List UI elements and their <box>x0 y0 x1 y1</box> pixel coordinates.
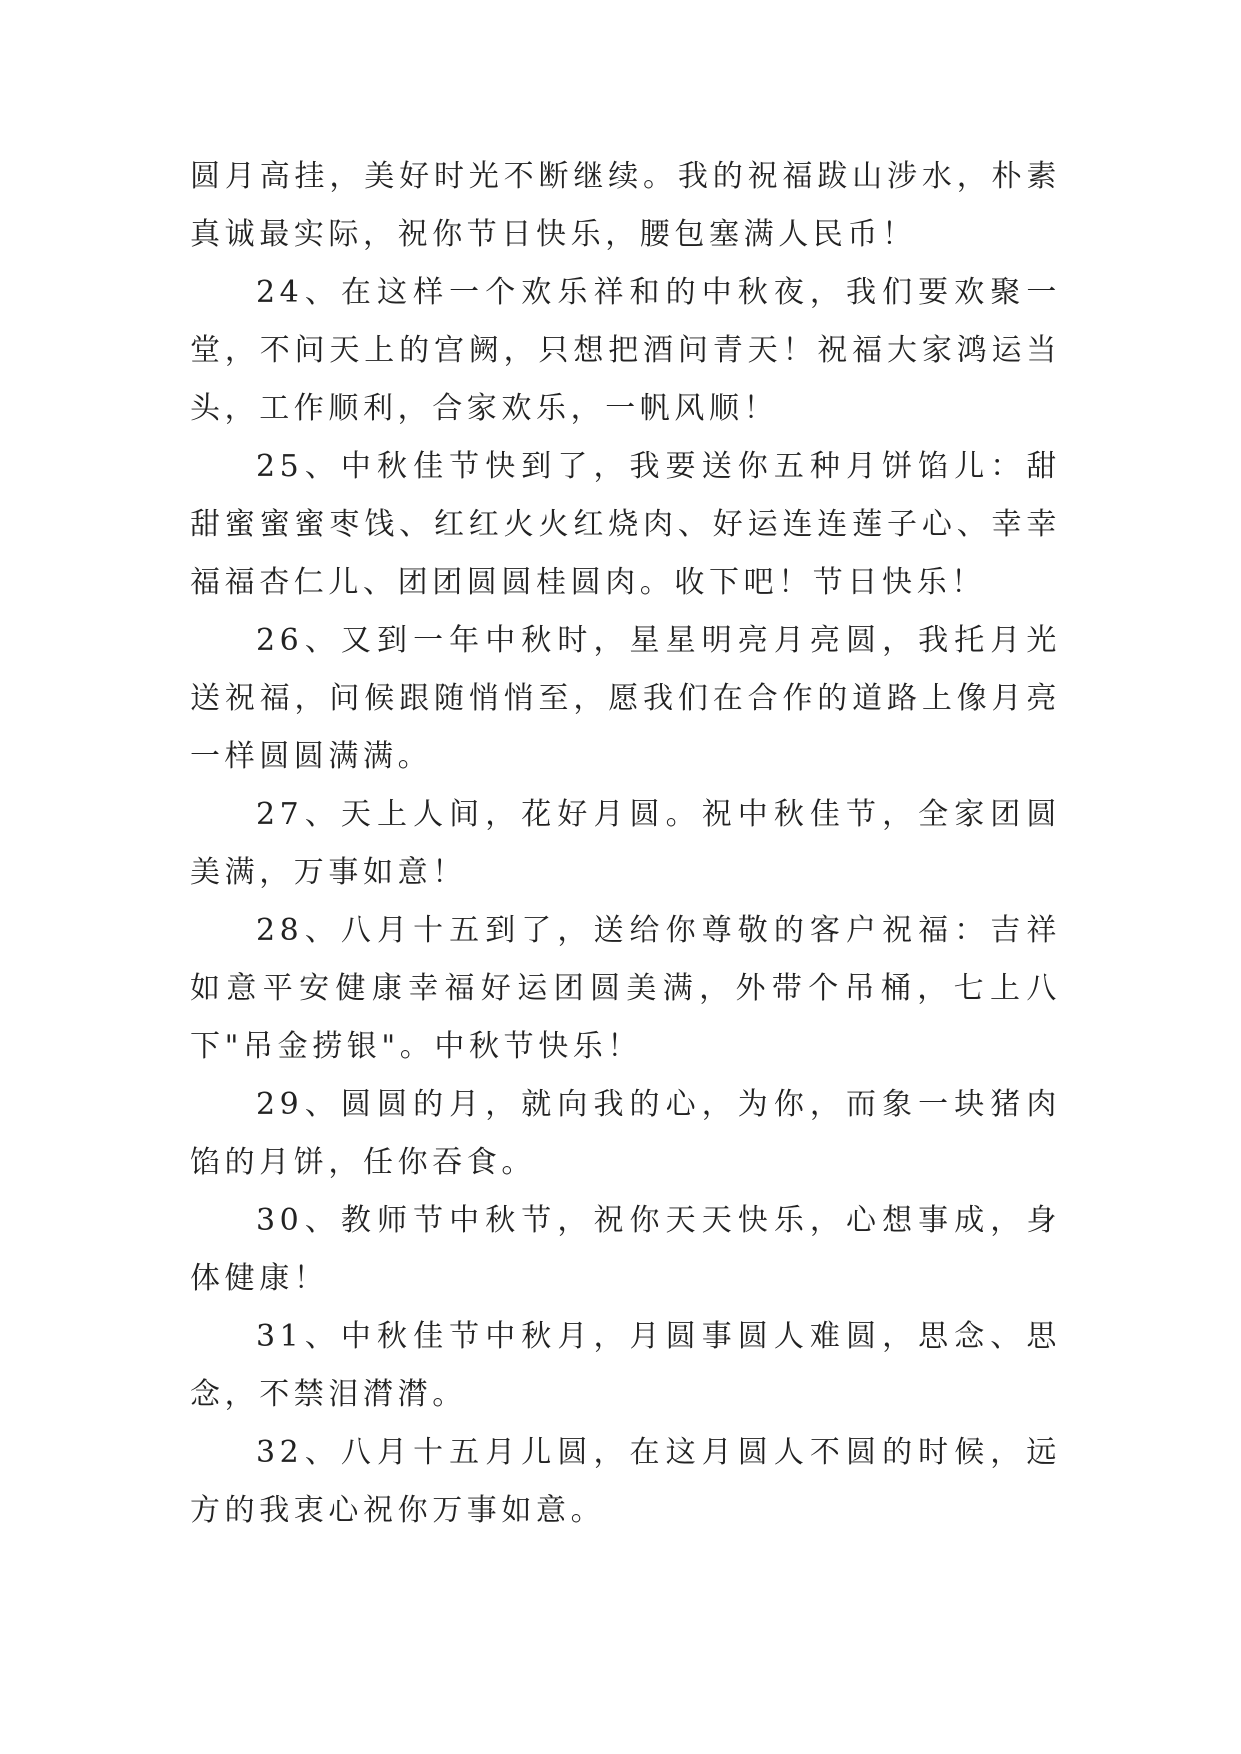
paragraph-27: 27、天上人间，花好月圆。祝中秋佳节，全家团圆美满，万事如意！ <box>190 797 1061 890</box>
paragraph-30: 30、教师节中秋节，祝你天天快乐，心想事成，身体健康！ <box>190 1203 1061 1296</box>
paragraph-25: 25、中秋佳节快到了，我要送你五种月饼馅儿：甜甜蜜蜜蜜枣饯、红红火火红烧肉、好运连连莲子心、幸幸福福杏仁儿、团团圆圆桂圆肉。收下吧！节日快乐！ <box>190 449 1061 600</box>
paragraph-29: 29、圆圆的月，就向我的心，为你，而象一块猪肉馅的月饼，任你吞食。 <box>190 1087 1061 1180</box>
paragraph-32: 32、八月十五月儿圆，在这月圆人不圆的时候，远方的我衷心祝你万事如意。 <box>190 1435 1061 1528</box>
paragraph-28: 28、八月十五到了，送给你尊敬的客户祝福：吉祥如意平安健康幸福好运团圆美满，外带个吊桶，七上八下"吊金捞银"。中秋节快乐！ <box>190 913 1061 1064</box>
paragraph-continuation: 圆月高挂，美好时光不断继续。我的祝福跋山涉水，朴素真诚最实际，祝你节日快乐，腰包塞满人民币！ <box>190 159 1061 252</box>
paragraph-24: 24、在这样一个欢乐祥和的中秋夜，我们要欢聚一堂，不问天上的宫阙，只想把酒问青天！祝福大家鸿运当头，工作顺利，合家欢乐，一帆风顺！ <box>190 275 1061 426</box>
paragraph-31: 31、中秋佳节中秋月，月圆事圆人难圆，思念、思念，不禁泪潸潸。 <box>190 1319 1061 1412</box>
paragraph-26: 26、又到一年中秋时，星星明亮月亮圆，我托月光送祝福，问候跟随悄悄至，愿我们在合作的道路上像月亮一样圆圆满满。 <box>190 623 1061 774</box>
